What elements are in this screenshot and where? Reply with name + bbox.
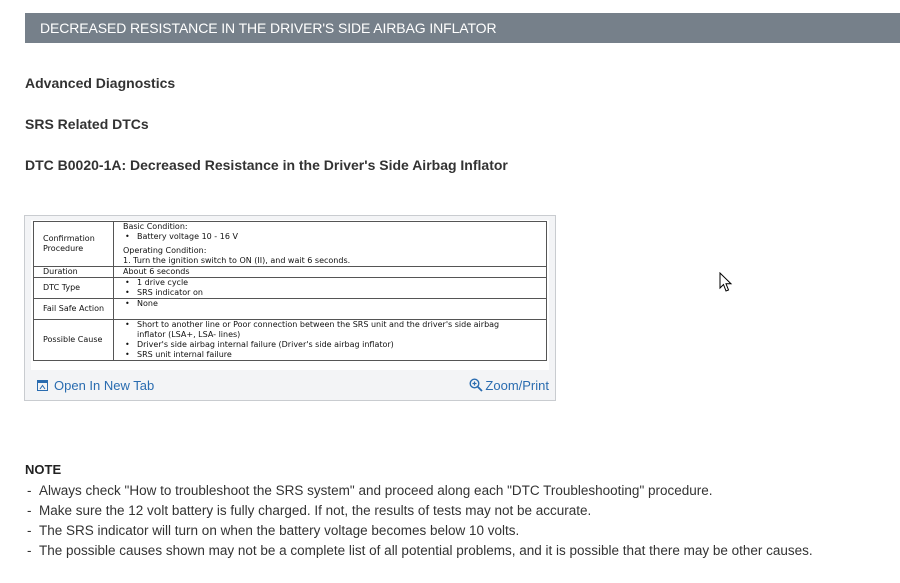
table-cell-label: Confirmation Procedure xyxy=(34,222,114,267)
table-cell-label: DTC Type xyxy=(34,278,114,299)
table-cell-label: Possible Cause xyxy=(34,320,114,361)
list-item: • 1 drive cycle xyxy=(125,278,189,287)
table-cell-value xyxy=(114,320,547,361)
section-header-title: DECREASED RESISTANCE IN THE DRIVER'S SIDE AIRBAG INFLATOR xyxy=(40,20,497,36)
note-list xyxy=(27,481,813,561)
note-title: NOTE xyxy=(25,462,62,477)
basic-condition-heading: Basic Condition: xyxy=(123,222,188,231)
list-item: • Battery voltage 10 - 16 V xyxy=(125,232,238,241)
list-item: • SRS indicator on xyxy=(125,288,203,297)
table-row xyxy=(34,299,547,320)
note-item: - The possible causes shown may not be a complete list of all potential problems, and it is possible that there may be other causes. xyxy=(27,543,813,558)
figure-toolbar xyxy=(25,374,555,398)
table-row xyxy=(34,278,547,299)
heading-advanced-diagnostics: Advanced Diagnostics xyxy=(25,75,176,91)
open-in-new-tab-label: Open In New Tab xyxy=(54,378,155,393)
table-row xyxy=(34,320,547,361)
note-item: - The SRS indicator will turn on when the battery voltage becomes below 10 volts. xyxy=(27,523,520,538)
mouse-cursor-icon xyxy=(719,272,733,298)
heading-dtc-title: DTC B0020-1A: Decreased Resistance in the Driver's Side Airbag Inflator xyxy=(25,157,508,173)
table-row xyxy=(34,267,547,278)
note-item: - Always check "How to troubleshoot the SRS system" and proceed along each "DTC Troubleshooting" procedure. xyxy=(27,483,713,498)
open-in-new-tab-icon xyxy=(37,379,48,394)
list-item: • SRS unit internal failure xyxy=(125,350,232,359)
table-cell-label: Fail Safe Action xyxy=(34,299,114,320)
zoom-print-link[interactable] xyxy=(469,378,549,395)
zoom-in-icon xyxy=(469,378,483,395)
operating-condition-heading: Operating Condition: xyxy=(123,246,207,255)
list-item: • Driver's side airbag internal failure (Driver's side airbag inflator) xyxy=(125,340,394,349)
table-cell-value xyxy=(114,222,547,267)
list-item: • Short to another line or Poor connection between the SRS unit and the driver's side airbag inflator (LSA+, LSA- lines) xyxy=(125,320,500,339)
dtc-table-image xyxy=(31,220,549,370)
zoom-print-label: Zoom/Print xyxy=(485,378,549,393)
dtc-table-figure[interactable] xyxy=(24,215,556,401)
list-item: • None xyxy=(125,299,158,308)
heading-srs-related-dtcs: SRS Related DTCs xyxy=(25,116,149,132)
section-header xyxy=(25,13,900,43)
open-in-new-tab-link[interactable] xyxy=(37,378,154,394)
table-cell-value xyxy=(114,278,547,299)
list-item: 1. Turn the ignition switch to ON (II), and wait 6 seconds. xyxy=(123,256,351,265)
note-item: - Make sure the 12 volt battery is fully charged. If not, the results of tests may not be accurate. xyxy=(27,503,592,518)
table-row xyxy=(34,222,547,267)
table-cell-label: Duration xyxy=(34,267,114,278)
dtc-table xyxy=(33,221,547,361)
table-cell-value xyxy=(114,299,547,320)
table-cell-value: About 6 seconds xyxy=(114,267,547,278)
